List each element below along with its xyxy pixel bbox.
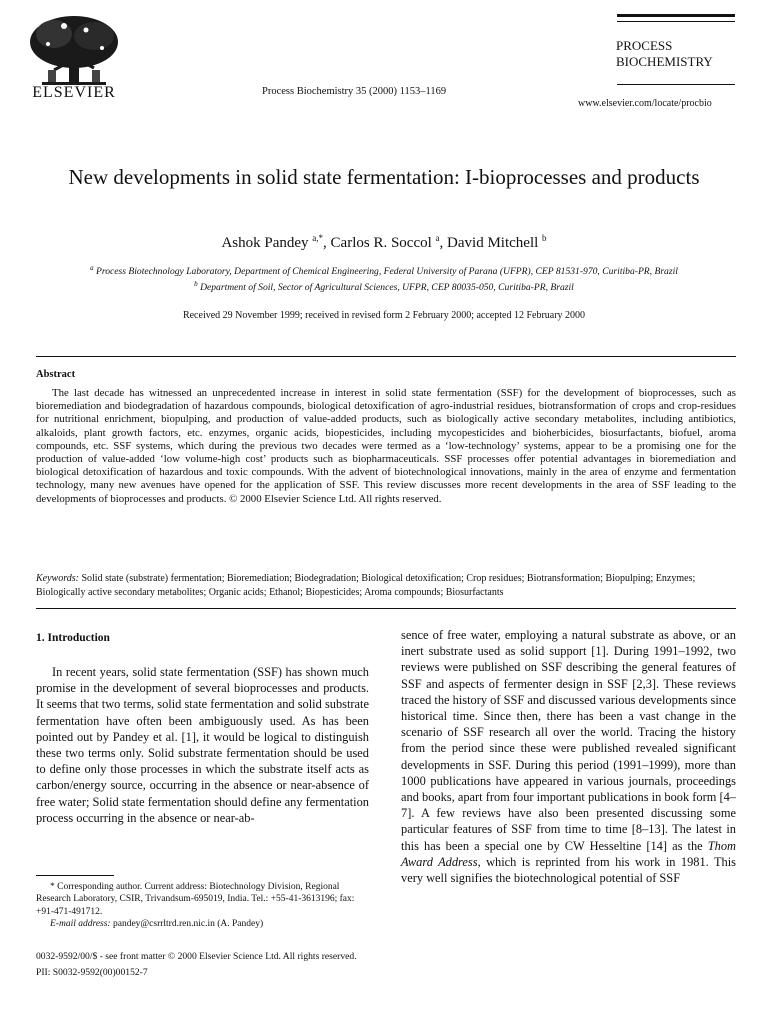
section-heading-introduction: 1. Introduction — [36, 632, 110, 644]
article-title: New developments in solid state fermentation: I-bioprocesses and products — [68, 165, 700, 189]
journal-name — [616, 38, 713, 70]
author-affiliation-mark: a,* — [312, 233, 324, 243]
affiliation-text: Department of Soil, Sector of Agricultural Sciences, UFPR, CEP 80035-050, Curitiba-PR, Brazil — [200, 282, 574, 294]
author-name: David Mitchell — [447, 235, 539, 251]
footnote-rule — [36, 875, 114, 876]
email-label: E-mail address: — [50, 919, 111, 930]
affiliations — [40, 262, 728, 294]
author-name: Ashok Pandey — [221, 235, 309, 251]
affiliation-b — [40, 278, 728, 294]
article-dates: Received 29 November 1999; received in revised form 2 February 2000; accepted 12 February 2000 — [182, 310, 586, 321]
corresponding-author-note: * Corresponding author. Current address: Biotechnology Division, Regional Research Laboratory, CSIR, Trivandsum-695019, India. Tel.: +55-41-3613196; fax: +91-471-491712. — [36, 882, 355, 917]
introduction-right-column — [401, 627, 736, 886]
journal-rule-top — [617, 14, 735, 17]
author-affiliation-mark: a — [435, 233, 440, 243]
abstract-heading: Abstract — [36, 369, 76, 380]
introduction-left-column: In recent years, solid state fermentation (SSF) has shown much promise in the development of several bioprocesses and products. It seems that two terms, solid state fermentation and solid substrate fermentation have often been ambiguously used. As has been pointed out by Pandey et al. [1], it would be logical to distinguish these two terms only. Solid substrate fermentation should be used to define only those processes in which the substrate itself acts as carbon/energy source, occurring in the absence or near-absence of free water; Solid state fermentation should define any fermentation process occurring in the absence or near-ab- — [36, 665, 369, 825]
journal-rule-bottom — [617, 84, 735, 85]
email-line — [36, 918, 369, 930]
abstract-text: The last decade has witnessed an unprecedented increase in interest in solid state fermentation (SSF) for the development of bioprocesses, such as bioremediation and biodegradation of hazardous compounds, biological detoxification of agro-industrial residues, biotransformation of crops and crop-residues for nutritional enrichment, biopulping, and production of value-added products, such as biologically active secondary metabolites, including antibiotics, alkaloids, plant growth factors, etc. enzymes, organic acids, biopesticides, including mycopesticides and bioherbicides, biosurfactants, biofuel, aroma compounds, etc. SSF systems, which during the previous two decades were termed as a ‘low-technology’ systems, appear to be a promising one for the production of value-added ‘low volume-high cost’ products such as biopharmaceuticals. SSF processes offer potential advantages in bioremediation and biological detoxification of hazardous and toxic compounds. With the advent of biotechnological innovations, mainly in the area of enzyme and fermentation technology, many new avenues have opened for the application of SSF. This review discusses more recent developments in the area of SSF leading to the developments of bioprocesses and products. © 2000 Elsevier Science Ltd. All rights reserved. — [36, 387, 736, 505]
affiliation-mark: b — [194, 280, 198, 289]
affiliation-text: Process Biotechnology Laboratory, Department of Chemical Engineering, Federal University of Parana (UFPR), CEP 81531-970, Curitiba-PR, Brazil — [95, 266, 678, 278]
affiliation-a — [40, 262, 728, 278]
author-affiliation-mark: b — [542, 233, 547, 243]
header-divider — [36, 356, 736, 357]
affiliation-mark: a — [90, 264, 94, 272]
keywords — [36, 572, 736, 599]
keywords-label: Keywords: — [36, 573, 79, 584]
publisher-name: ELSEVIER — [32, 84, 116, 101]
keywords-list: Solid state (substrate) fermentation; Bioremediation; Biodegradation; Biological detoxification; Crop residues; Biotransformation; Biopulping; Enzymes; Biologically active secondary metabolites; Organic acids; Ethanol; Biopesticides; Aroma compounds; Biosurfactants — [36, 573, 696, 598]
pii-line: PII: S0032-9592(00)00152-7 — [36, 967, 148, 978]
abstract-divider — [36, 608, 736, 609]
author-list: Ashok Pandey $^{a,*}$, Carlos R. Soccol $^a$, David Mitchell $^b$ — [221, 233, 547, 251]
journal-name-line1: PROCESS — [616, 38, 673, 53]
intro-right-text-1: sence of free water, employing a natural substrate as above, or an inert substrate used as solid support [1]. During 1991–1992, two reviews were published on SSF describing the general features of SSF and aspects of fermenter design in SSF [2,3]. These reviews traced the history of SSF and discussed various developments since historical time. Since then, there has been a vast change in the scenario of SSF research all over the world. Tracing the history from the period since these were published revealed significant developments in SSF. During this period (1991–1999), more than 1000 publications have appeared in various journals, proceedings and books, apart from four important publications in book form [4–7]. A few reviews have also been presented discussing some particular features of SSF from time to time [8–13]. The latest in this has been a special one by CW Hesseltine [14] as the — [401, 628, 736, 853]
footnote — [36, 881, 369, 931]
journal-name-line2: BIOCHEMISTRY — [616, 54, 713, 69]
intro-right-text-2: , which is reprinted from his work in 1981. This very well signifies the biotechnological potential of SSF — [401, 854, 736, 886]
journal-citation: Process Biochemistry 35 (2000) 1153–1169 — [262, 86, 447, 97]
thom-award-address: Thom Award Address — [401, 838, 736, 869]
author-name: Carlos R. Soccol — [330, 235, 432, 251]
journal-url[interactable]: www.elsevier.com/locate/procbio — [578, 98, 712, 109]
email-address[interactable]: pandey@csrrltrd.ren.nic.in (A. Pandey) — [112, 919, 264, 930]
journal-rule-thin — [617, 21, 735, 22]
front-matter-line: 0032-9592/00/$ - see front matter © 2000 Elsevier Science Ltd. All rights reserved. — [36, 951, 357, 962]
